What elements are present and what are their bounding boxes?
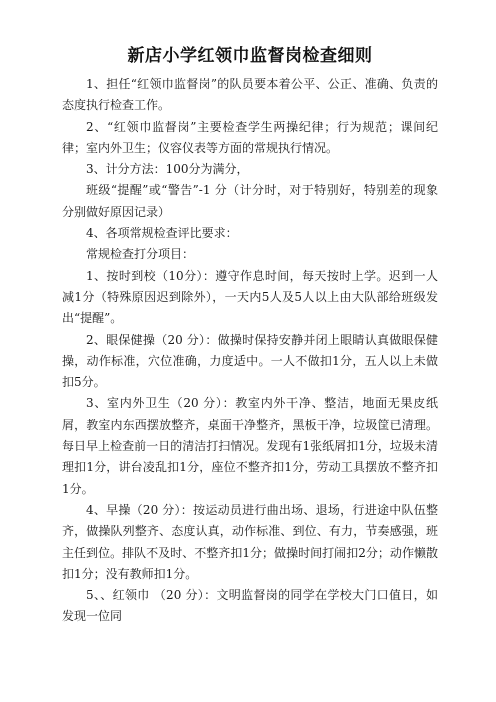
document-title: 新店小学红领巾监督岗检查细则: [127, 46, 373, 66]
paragraph-scoring-items-heading: 常规检查打分项目：: [86, 247, 195, 262]
paragraph-requirements-heading: 4、各项常规检查评比要求：: [86, 226, 238, 241]
paragraph-arrival-on-time: 1、按时到校（10分）：遵守作息时间，每天按时上学。迟到一人减1分（特殊原因迟到除外），一天内5人及5人以上由大队部给班级发出“提醒”。: [62, 268, 438, 326]
paragraph-duty-attitude: 1、担任“红领巾监督岗”的队员要本着公平、公正、准确、负责的态度执行检查工作。: [62, 77, 438, 113]
paragraph-eye-exercise: 2、眼保健操（20 分）：做操时保持安静并闭上眼睛认真做眼保健操，动作标准，穴位准确，力度适中。一人不做扣1分，五人以上未做扣5分。: [62, 332, 438, 390]
paragraph-class-warning: 班级“提醒”或“警告”-1 分（计分时，对于特别好，特别差的现象分别做好原因记录）: [62, 183, 438, 219]
paragraph-red-scarf: 5、、红领巾 （20 分）：文明监督岗的同学在学校大门口值日，如发现一位同: [62, 588, 438, 624]
paragraph-morning-exercise: 4、早操（20 分）：按运动员进行曲出场、退场，行进途中队伍整齐，做操队列整齐、态度认真，动作标准、到位、有力，节奏感强，班主任到位。排队不及时、不整齐扣1分；做操时间打闹扣2分；动作懒散扣1分；没有教师扣1分。: [62, 502, 438, 581]
paragraph-hygiene: 3、室内外卫生（20 分）：教室内外干净、整洁，地面无果皮纸屑，教室内东西摆放整齐，桌面干净整齐，黑板干净，垃圾筐已清理。每日早上检查前一日的清洁打扫情况。发现有1张纸屑扣1分，垃圾未清理扣1分，讲台凌乱扣1分，座位不整齐扣1分，劳动工具摆放不整齐扣1分。: [62, 396, 438, 496]
paragraph-inspection-scope: 2、“红领巾监督岗”主要检查学生两操纪律；行为规范；课间纪律；室内外卫生；仪容仪表等方面的常规执行情况。: [62, 119, 438, 155]
paragraph-scoring-method: 3、计分方法：100分为满分，: [86, 162, 249, 177]
